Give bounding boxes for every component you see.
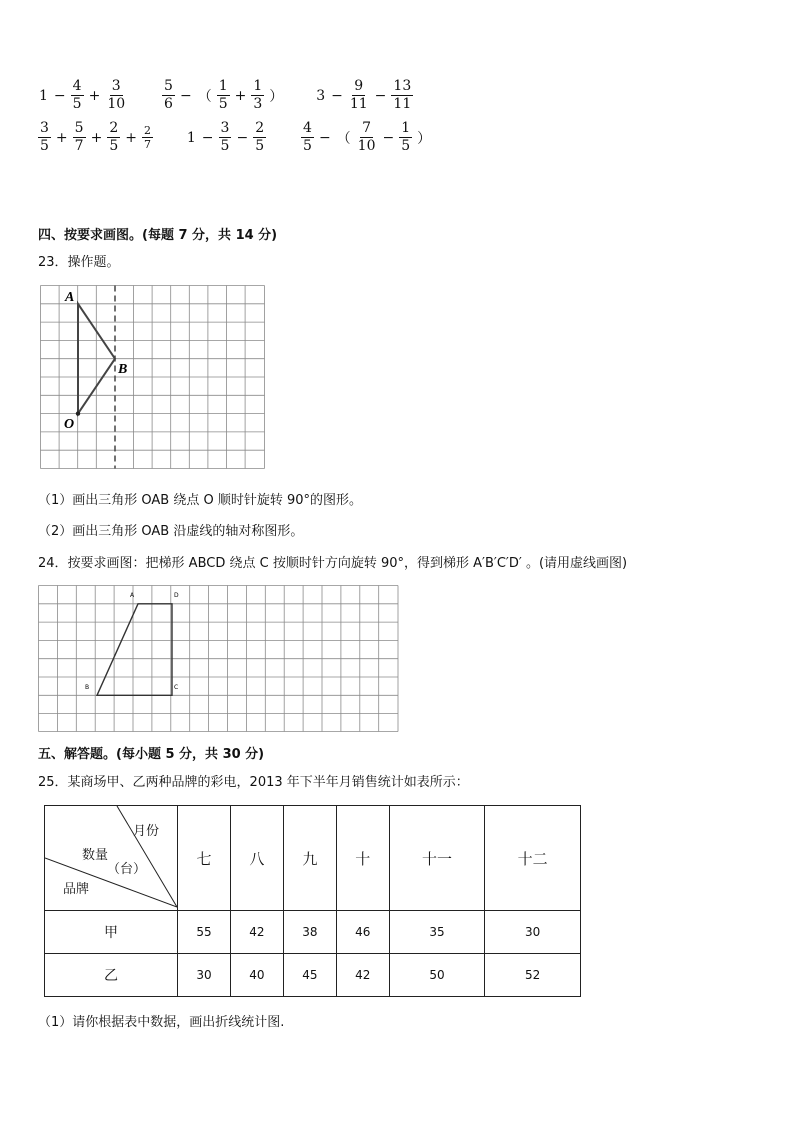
q23-grid-lines — [41, 286, 265, 469]
value-cell: 52 — [485, 954, 581, 997]
header-month-label: 月份 — [133, 824, 160, 839]
value-cell: 35 — [389, 911, 485, 954]
header-unit-label: （台） — [107, 862, 147, 877]
header-brand-label: 品牌 — [63, 882, 90, 897]
expr-5: 1 − $\frac{3}{5}$ − $\frac{2}{5}$ — [186, 120, 265, 154]
value-cell: 55 — [178, 911, 231, 954]
expr-3: 3 − $\frac{9}{11}$ − $\frac{13}{11}$ — [316, 78, 412, 112]
month-header: 十二 — [485, 806, 581, 911]
q25-title: 25．某商场甲、乙两种品牌的彩电，2013 年下半年月销售统计如表所示： — [38, 775, 469, 790]
label-o: O — [64, 417, 75, 432]
sales-table — [44, 805, 581, 997]
section-4-heading: 四、按要求画图。(每题 7 分，共 14 分) — [38, 228, 278, 243]
value-cell: 42 — [336, 954, 389, 997]
value-cell: 42 — [230, 911, 283, 954]
table-header-row — [45, 806, 581, 911]
q24-grid-lines — [39, 586, 399, 732]
trapezoid-abcd — [97, 604, 172, 696]
month-header: 十一 — [389, 806, 485, 911]
brand-cell: 乙 — [45, 954, 178, 997]
value-cell: 40 — [230, 954, 283, 997]
value-cell: 38 — [283, 911, 336, 954]
table-row — [45, 954, 581, 997]
label-c: C — [174, 684, 179, 691]
label-a: A — [65, 290, 75, 305]
header-qty-label: 数量 — [82, 848, 109, 863]
q23-sub2: （2）画出三角形 OAB 沿虚线的轴对称图形。 — [38, 524, 304, 539]
point-o — [76, 411, 80, 415]
label-d: D — [174, 592, 179, 599]
value-cell: 46 — [336, 911, 389, 954]
section-5-heading: 五、解答题。(每小题 5 分，共 30 分) — [38, 747, 265, 762]
value-cell: 30 — [485, 911, 581, 954]
q25-sub1: （1）请你根据表中数据，画出折线统计图. — [38, 1015, 285, 1030]
label-a: A — [130, 592, 135, 599]
q23-sub1: （1）画出三角形 OAB 绕点 O 顺时针旋转 90°的图形。 — [38, 493, 363, 508]
expr-6: $\frac{4}{5}$ − （ $\frac{7}{10}$ − $\frac{1}{5}$ ） — [303, 120, 432, 154]
label-b: B — [118, 362, 128, 377]
value-cell: 45 — [283, 954, 336, 997]
calc-row-1 — [36, 78, 415, 113]
calc-row-2 — [36, 120, 434, 155]
month-header: 十 — [336, 806, 389, 911]
value-cell: 30 — [178, 954, 231, 997]
q23-grid-figure — [40, 285, 265, 469]
q24-title: 24．按要求画图：把梯形 ABCD 绕点 C 按顺时针方向旋转 90°，得到梯形 A′B′C′D′ 。(请用虚线画图) — [38, 556, 628, 571]
expr-1: 1 − $\frac{4}{5}$ + $\frac{3}{10}$ — [39, 78, 126, 112]
expr-4: $\frac{3}{5}$ + $\frac{5}{7}$ + $\frac{2}{5}$ + $\frac{2}{7}$ — [40, 120, 151, 154]
label-b: B — [85, 684, 90, 691]
month-header: 九 — [283, 806, 336, 911]
q24-grid-figure — [38, 585, 399, 732]
brand-cell: 甲 — [45, 911, 178, 954]
month-header: 八 — [230, 806, 283, 911]
month-header: 七 — [178, 806, 231, 911]
value-cell: 50 — [389, 954, 485, 997]
diagonal-header-cell — [45, 806, 178, 911]
table-row — [45, 911, 581, 954]
q23-title: 23．操作题。 — [38, 255, 120, 270]
expr-2: $\frac{5}{6}$ − （ $\frac{1}{5}$ + $\frac{1}{3}$ ） — [164, 78, 284, 112]
